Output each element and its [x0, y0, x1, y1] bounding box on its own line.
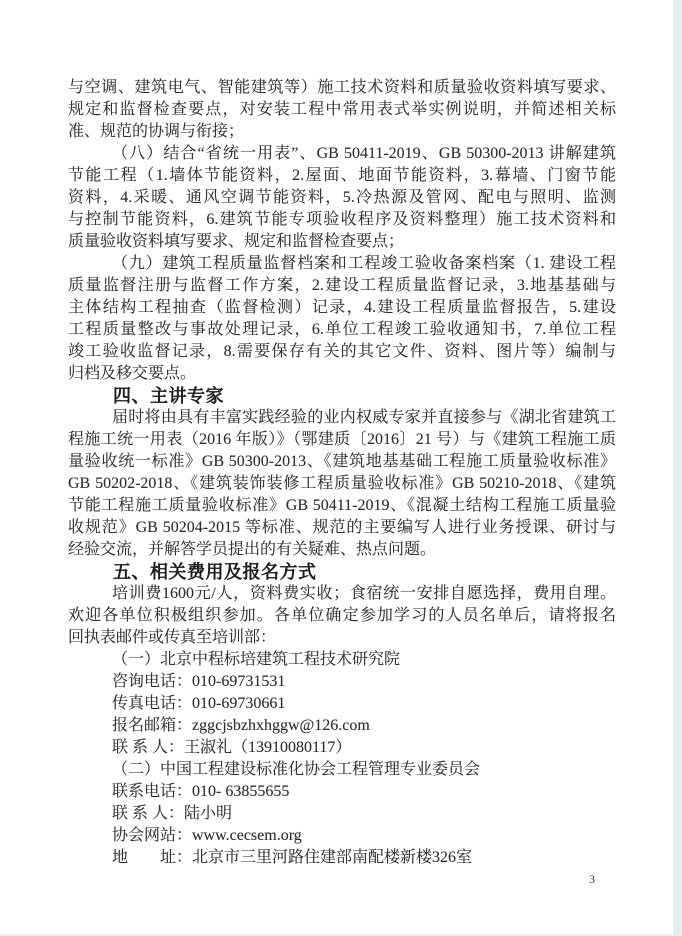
- text-line: 回执表邮件或传真至培训部：: [68, 629, 277, 646]
- text-line: 收规范》GB 50204-2015 等标准、规范的主要编写人进行业务授课、研讨与: [68, 519, 616, 536]
- text-line: 传真电话：010-69730661: [112, 695, 286, 712]
- text-line: 培训费1600元/人，资料费实收；食宿统一安排自愿选择，费用自理。: [112, 585, 616, 602]
- page-number: 3: [589, 872, 595, 886]
- text-line: 与空调、建筑电气、智能建筑等）施工技术资料和质量验收资料填写要求、: [68, 79, 616, 96]
- text-line: 协会网站：www.cecsem.org: [112, 827, 302, 844]
- text-line: 质量监督注册与监督工作方案，2.建设工程质量监督记录，3.地基基础与: [68, 277, 616, 294]
- text-line: 报名邮箱：zggcjsbzhxhggw@126.com: [112, 717, 370, 734]
- text-line: 咨询电话：010-69731531: [112, 673, 286, 690]
- section-heading: 五、相关费用及报名方式: [113, 562, 317, 582]
- text-line: 经验交流，并解答学员提出的有关疑难、热点问题。: [68, 541, 437, 558]
- text-line: 联 系 人：陆小明: [112, 805, 233, 822]
- text-line: 资料，4.采暖、通风空调节能资料，5.冷热源及管网、配电与照明、监测: [68, 189, 616, 206]
- text-line: 质量验收资料填写要求、规定和监督检查要点；: [68, 233, 405, 250]
- text-line: （八）结合“省统一用表”、GB 50411-2019、GB 50300-2013 讲解建筑: [112, 145, 616, 162]
- text-line: 程施工统一用表（2016 年版）》（鄂建质〔2016〕21 号）与《建筑工程施工质: [68, 431, 616, 448]
- text-line: 竣工验收监督记录，8.需要保存有关的其它文件、资料、图片等）编制与: [68, 343, 616, 360]
- text-line: 量验收统一标准》GB 50300-2013、《建筑地基基础工程施工质量验收标准》: [68, 453, 616, 470]
- text-line: 联 系 人：王淑礼（13910080117）: [112, 739, 352, 756]
- text-line: 节能工程施工质量验收标准》GB 50411-2019、《混凝土结构工程施工质量验: [68, 497, 616, 514]
- text-line: （九）建筑工程质量监督档案和工程竣工验收备案档案（1. 建设工程: [112, 255, 616, 272]
- text-line: GB 50202-2018、《建筑装饰装修工程质量验收标准》GB 50210-2018、《建筑: [68, 475, 616, 492]
- text-line: 与控制节能资料，6.建筑节能专项验收程序及资料整理）施工技术资料和: [68, 211, 616, 228]
- page-edge-band: [673, 0, 682, 936]
- text-line: 届时将由具有丰富实践经验的业内权威专家并直接参与《湖北省建筑工: [112, 409, 616, 426]
- text-line: 归档及移交要点。: [68, 365, 197, 382]
- text-line: 联系电话：010- 63855655: [112, 783, 290, 800]
- text-line: 欢迎各单位积极组织参加。各单位确定参加学习的人员名单后，请将报名: [68, 607, 616, 624]
- text-line: 主体结构工程抽查（监督检测）记录，4.建设工程质量监督报告，5.建设: [68, 299, 616, 316]
- text-line: 地 址：北京市三里河路住建部南配楼新楼326室: [112, 849, 473, 866]
- text-line: （二）中国工程建设标准化协会工程管理专业委员会: [112, 761, 481, 778]
- text-line: 节能工程（1.墙体节能资料，2.屋面、地面节能资料，3.幕墙、门窗节能: [68, 167, 616, 184]
- section-heading: 四、主讲专家: [113, 386, 224, 406]
- text-line: 规定和监督检查要点，对安装工程中常用表式举实例说明，并简述相关标: [68, 101, 616, 118]
- text-line: 准、规范的协调与衔接；: [68, 123, 245, 140]
- document-text: [68, 77, 616, 869]
- text-line: 工程质量整改与事故处理记录，6.单位工程竣工验收通知书，7.单位工程: [68, 321, 616, 338]
- text-line: （一）北京中程标培建筑工程技术研究院: [112, 651, 401, 668]
